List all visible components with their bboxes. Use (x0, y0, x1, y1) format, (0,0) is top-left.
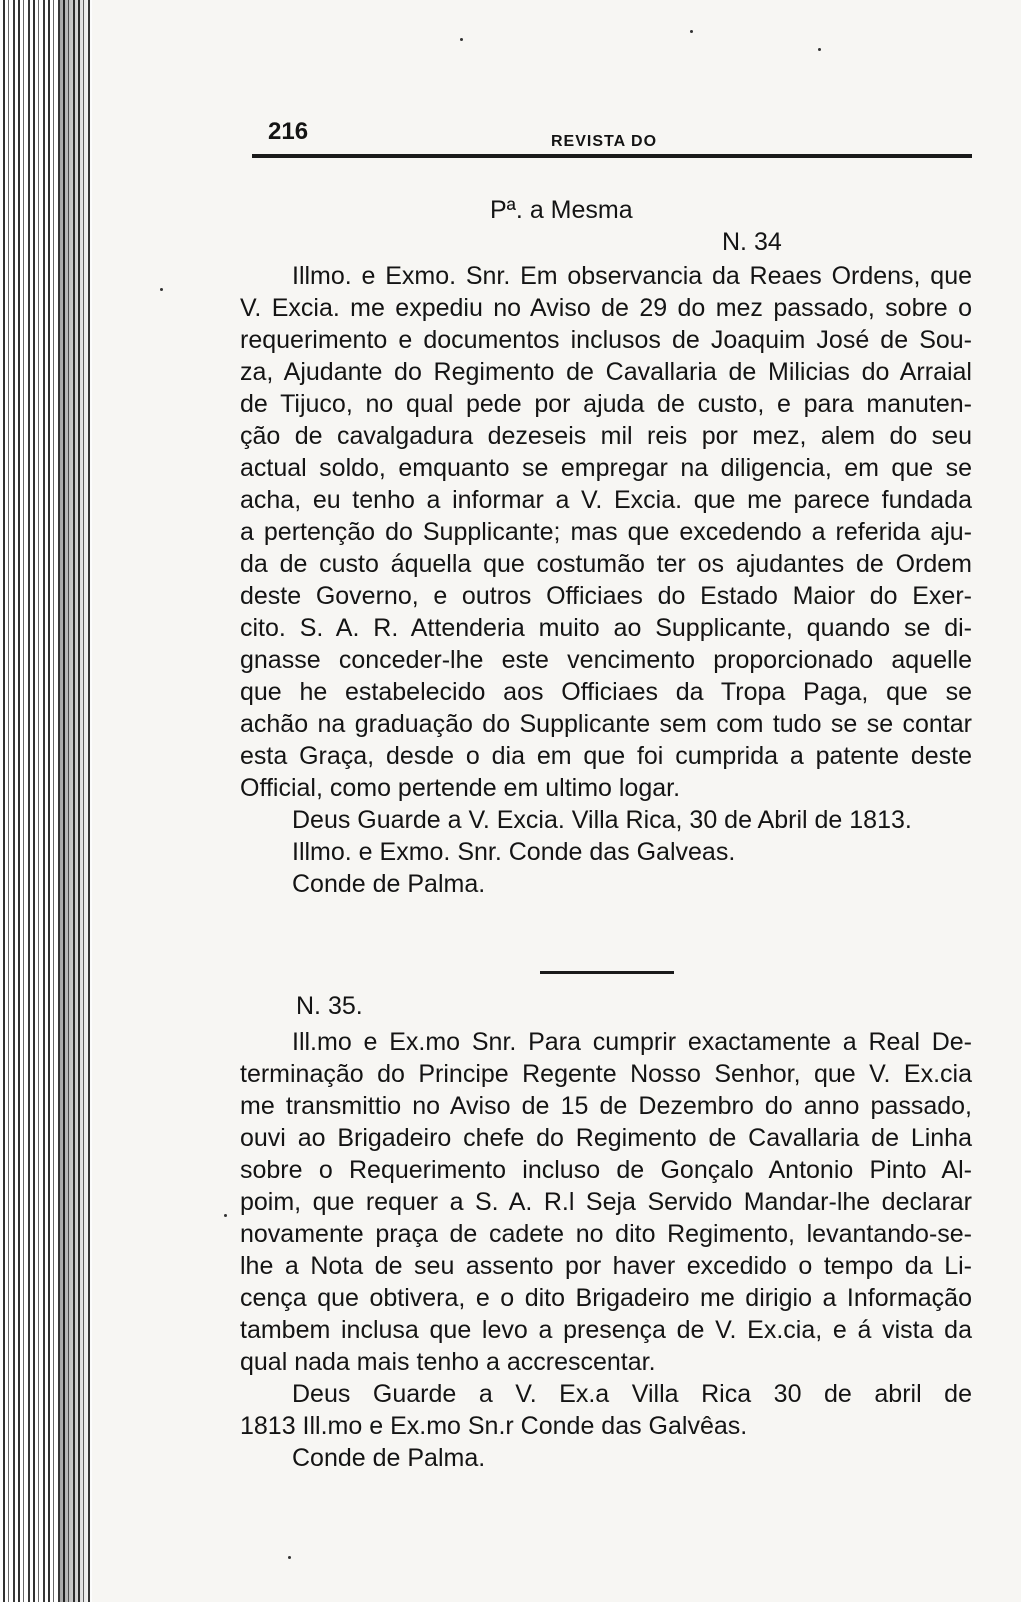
page-number: 216 (268, 118, 309, 145)
scan-speck (224, 1214, 227, 1217)
letter1-addressee: Pª. a Mesma (490, 196, 633, 224)
scan-speck (690, 30, 693, 33)
text-line: deste Governo, e outros Officiaes do Estado Maior do Exer- (240, 582, 972, 610)
closing-line: Illmo. e Exmo. Snr. Conde das Galveas. (292, 838, 736, 866)
running-head: REVISTA DO (551, 133, 658, 150)
text-line: sobre o Requerimento incluso de Gonçalo Antonio Pinto Al- (240, 1156, 972, 1184)
section-divider (540, 971, 674, 974)
text-line: da de custo áquella que costumão ter os ajudantes de Ordem (240, 550, 972, 578)
text-line: me transmittio no Aviso de 15 de Dezembro do anno passado, (240, 1092, 972, 1120)
text-line: requerimento e documentos inclusos de Joaquim José de Sou- (240, 326, 972, 354)
text-line: qual nada mais tenho a accrescentar. (240, 1348, 656, 1376)
text-line: acha, eu tenho a informar a V. Excia. que me parece fundada (240, 486, 972, 514)
scan-speck (818, 48, 821, 51)
text-line: cito. S. A. R. Attenderia muito ao Supplicante, quando se di- (240, 614, 972, 642)
text-line: V. Excia. me expediu no Aviso de 29 do mez passado, sobre o (240, 294, 972, 322)
closing-line: Deus Guarde a V. Ex.a Villa Rica 30 de abril de (292, 1380, 972, 1408)
closing-line: Deus Guarde a V. Excia. Villa Rica, 30 de Abril de 1813. (292, 806, 912, 834)
text-line: lhe a Nota de seu assento por haver excedido o tempo da Li- (240, 1252, 972, 1280)
closing-line: 1813 Ill.mo e Ex.mo Sn.r Conde das Galvêas. (240, 1412, 748, 1440)
letter2-body (240, 1026, 972, 1474)
text-line: novamente praça de cadete no dito Regimento, levantando-se- (240, 1220, 972, 1248)
text-line: ção de cavalgadura dezeseis mil reis por mez, alem do seu (240, 422, 972, 450)
scan-speck (460, 38, 463, 41)
text-line: de Tijuco, no qual pede por ajuda de custo, e para manuten- (240, 390, 972, 418)
scan-speck (160, 288, 163, 291)
signature-line: Conde de Palma. (292, 870, 486, 898)
letter1-body (240, 260, 972, 900)
text-line: achão na graduação do Supplicante sem com tudo se se contar (240, 710, 972, 738)
header-rule (252, 154, 972, 158)
text-line: Official, como pertende em ultimo logar. (240, 774, 681, 802)
text-line: gnasse conceder-lhe este vencimento proporcionado aquelle (240, 646, 972, 674)
text-line: tambem inclusa que levo a presença de V. Ex.cia, e á vista da (240, 1316, 972, 1344)
letter1-number: N. 34 (722, 228, 782, 256)
signature-line: Conde de Palma. (292, 1444, 486, 1472)
text-line: za, Ajudante do Regimento de Cavallaria de Milicias do Arraial (240, 358, 972, 386)
text-line: Ill.mo e Ex.mo Snr. Para cumprir exactamente a Real De- (292, 1028, 972, 1056)
gutter-shadow (60, 0, 92, 1602)
text-line: actual soldo, emquanto se empregar na diligencia, em que se (240, 454, 972, 482)
text-line: terminação do Principe Regente Nosso Senhor, que V. Ex.cia (240, 1060, 972, 1088)
text-line: cença que obtivera, e o dito Brigadeiro me dirigio a Informação (240, 1284, 972, 1312)
text-line: que he estabelecido aos Officiaes da Tropa Paga, que se (240, 678, 972, 706)
text-line: esta Graça, desde o dia em que foi cumprida a patente deste (240, 742, 972, 770)
text-line: a pertenção do Supplicante; mas que excedendo a referida aju- (240, 518, 972, 546)
text-line: ouvi ao Brigadeiro chefe do Regimento de Cavallaria de Linha (240, 1124, 972, 1152)
scan-speck (288, 1556, 291, 1559)
text-line: Illmo. e Exmo. Snr. Em observancia da Reaes Ordens, que (292, 262, 972, 290)
letter2-number: N. 35. (296, 992, 363, 1020)
text-line: poim, que requer a S. A. R.l Seja Servido Mandar-lhe declarar (240, 1188, 972, 1216)
